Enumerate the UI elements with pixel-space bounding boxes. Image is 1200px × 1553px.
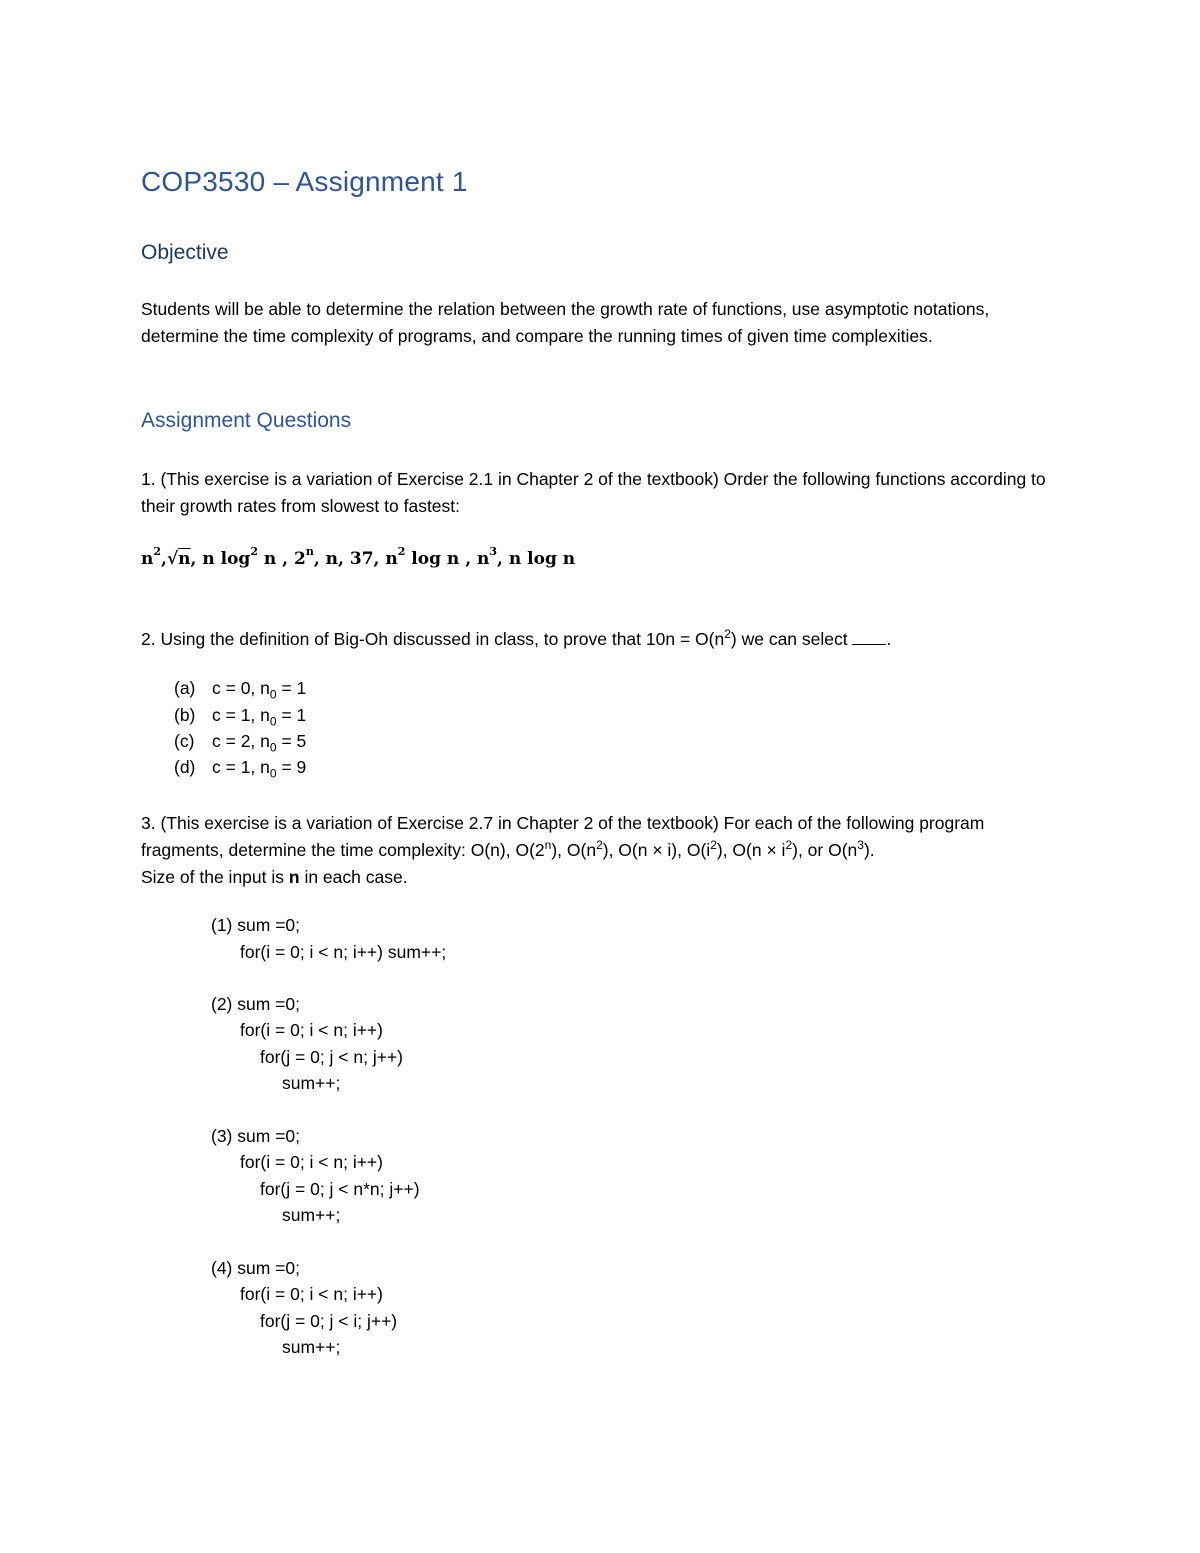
size-text-b: in each case. [304, 867, 408, 887]
option-a [174, 678, 307, 702]
fragment-2-line-1 [211, 994, 300, 1015]
questions-heading: Assignment Questions [141, 409, 352, 432]
option-rest: = 1 [276, 678, 307, 698]
option-value: c = 2, n [212, 731, 270, 751]
fragment-2-line-3: for(j = 0; j < n; j++) [260, 1047, 403, 1067]
option-label: (c) [174, 731, 195, 751]
option-rest: = 9 [276, 757, 307, 777]
page-title: COP3530 – Assignment 1 [141, 166, 468, 197]
option-label: (b) [174, 705, 196, 725]
fragment-label: (1) [211, 915, 233, 935]
question-2-text-after: ) we can select [730, 629, 848, 649]
option-value: c = 1, n [212, 705, 270, 725]
option-label: (d) [174, 757, 196, 777]
code-line: sum =0; [237, 1126, 301, 1146]
option-c [174, 731, 307, 755]
question-3-number: 3. [141, 813, 156, 833]
question-2-sup: 2 [724, 627, 731, 642]
fragment-label: (3) [211, 1126, 233, 1146]
fragment-4-line-3: for(j = 0; j < i; j++) [260, 1311, 398, 1331]
code-line: sum =0; [237, 915, 301, 935]
question-1 [141, 466, 1061, 520]
fragment-label: (2) [211, 994, 233, 1014]
question-1-number: 1. [141, 469, 156, 489]
fragment-3-line-1 [211, 1126, 300, 1147]
question-2: 2. Using the definition of Big-Oh discussed in class, to prove that $10n = O(n^2)$ we can select . [141, 627, 892, 649]
fragment-2-line-4: sum++; [282, 1073, 341, 1093]
fragment-2-line-2: for(i = 0; i < n; i++) [240, 1020, 383, 1040]
option-b [174, 705, 307, 729]
objective-text: Students will be able to determine the relation between the growth rate of functions, use asymptotic notations, determine the time complexity of programs, and compare the running times of given time complexities. [141, 299, 990, 346]
option-value: c = 0, n [212, 678, 270, 698]
option-sub: 0 [269, 687, 277, 702]
fragment-4-line-2: for(i = 0; i < n; i++) [240, 1284, 383, 1304]
option-sub: 0 [269, 740, 277, 755]
fragment-1-line-1 [211, 915, 300, 936]
fragment-3-line-3: for(j = 0; j < n*n; j++) [260, 1179, 420, 1199]
option-sub: 0 [269, 714, 277, 729]
code-line: sum =0; [237, 994, 301, 1014]
question-3 [141, 810, 1061, 891]
question-1-text: (This exercise is a variation of Exercise 2.1 in Chapter 2 of the textbook) Order the following functions according to their growth rates from slowest to fastest: [141, 469, 1046, 516]
size-text-a: Size of the input is [141, 867, 284, 887]
option-value: c = 1, n [212, 757, 270, 777]
fragment-4-line-1 [211, 1258, 300, 1279]
question-2-number: 2. [141, 629, 156, 649]
objective-heading: Objective [141, 241, 229, 264]
function-list: $n^2,√n$, n $\log^2 n$ , 2$^n$, n, 37, $n^2$ log n , $n^3$, n log n [141, 545, 576, 569]
option-sub: 0 [269, 766, 277, 781]
answer-blank [852, 644, 886, 645]
fragment-label: (4) [211, 1258, 233, 1278]
complexity-options: O(n), O(2$^n$), $O(n^2)$, O(n × i), $O(i^2)$, $O(n \times i^2)$, or $O(n^3)$. [470, 838, 875, 860]
question-3-text: (This exercise is a variation of Exercise 2.7 in Chapter 2 of the textbook) For each of the following program fragments, determine the time complexity: [141, 813, 985, 860]
fragment-3-line-2: for(i = 0; i < n; i++) [240, 1152, 383, 1172]
size-n: n [288, 867, 300, 887]
option-rest: = 1 [276, 705, 307, 725]
code-line: sum =0; [237, 1258, 301, 1278]
fragment-3-line-4: sum++; [282, 1205, 341, 1225]
option-d [174, 757, 307, 781]
option-rest: = 5 [276, 731, 307, 751]
option-label: (a) [174, 678, 196, 698]
question-2-text-before: Using the definition of Big-Oh discussed in class, to prove that 10n = O(n [160, 629, 725, 649]
fragment-4-line-4: sum++; [282, 1337, 341, 1357]
fragment-1-line-2: for(i = 0; i < n; i++) sum++; [240, 942, 447, 962]
